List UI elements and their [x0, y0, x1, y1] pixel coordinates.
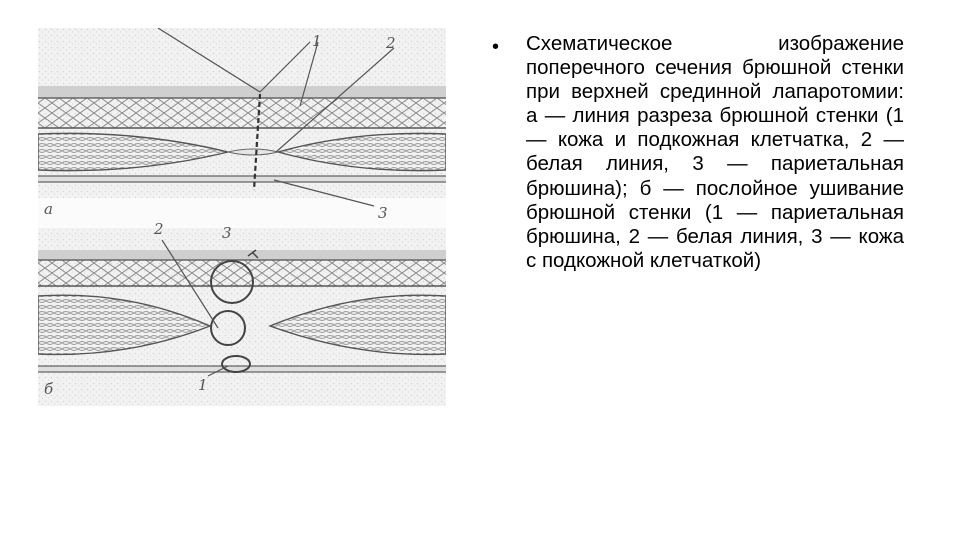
caption-block — [492, 32, 904, 273]
panel-a — [38, 28, 446, 222]
panel-a-letter: а — [44, 200, 53, 218]
abdominal-wall-diagram — [38, 28, 446, 406]
panel-a-label-3: 3 — [378, 204, 388, 222]
anatomy-figure — [38, 28, 446, 406]
panel-a-label-2: 2 — [386, 34, 396, 52]
panel-b-letter: б — [44, 380, 54, 398]
panel-b-label-1: 1 — [198, 376, 208, 394]
bullet-icon: • — [492, 36, 500, 58]
panel-b-label-2: 2 — [154, 220, 164, 238]
panel-b-label-3: 3 — [222, 224, 232, 242]
panel-a-label-1: 1 — [312, 32, 322, 50]
panel-b — [38, 220, 446, 406]
figure-caption: Схематическое изображение поперечного сечения брюшной стенки при верхней срединной лапаротомии: а — линия разреза брюшной стенки (1 — кожа и подкожная клетчатка, 2 — белая линия, 3 — париетальная брюшина); б — послойное ушивание брюшной стенки (1 — париетальная брюшина, 2 — белая линия, 3 — кожа с подкожной клетчаткой) — [526, 32, 904, 272]
